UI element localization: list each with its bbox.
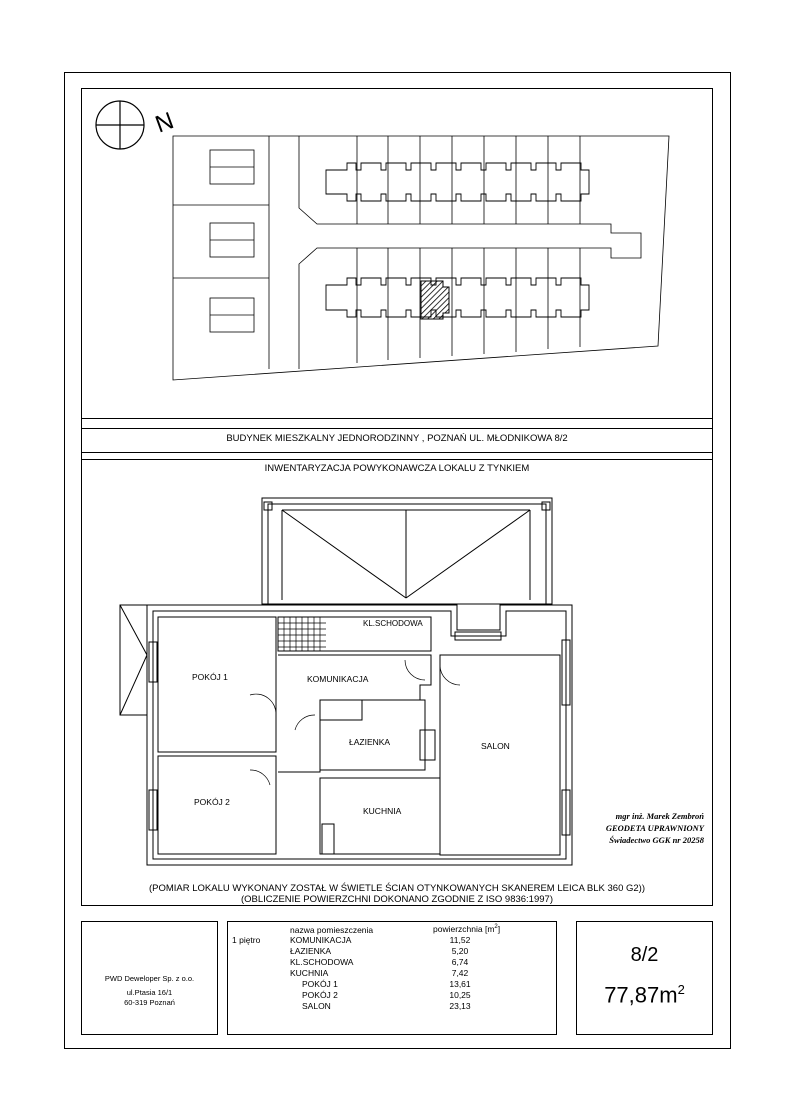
buildings-row-bottom — [326, 278, 589, 317]
table-row — [290, 946, 490, 957]
room-label-pokoj1: POKÓJ 1 — [192, 672, 228, 682]
north-label: N — [151, 107, 178, 139]
table-row — [290, 957, 490, 968]
col-header-area: powierzchnia $[m^2]$ — [433, 924, 501, 934]
developer-city: 60-319 Poznań — [124, 998, 175, 1007]
room-area: 10,25 — [449, 990, 471, 1000]
room-label-lazienka: ŁAZIENKA — [349, 737, 391, 747]
divider — [81, 459, 713, 460]
room-name: SALON — [302, 1001, 331, 1011]
room-label-kl-schodowa: KL.SCHODOWA — [363, 619, 423, 628]
page-subtitle: INWENTARYZACJA POWYKONAWCZA LOKALU Z TYNKIEM — [264, 463, 530, 474]
table-row — [290, 979, 490, 990]
highlighted-unit — [421, 281, 449, 319]
page-title: BUDYNEK MIESZKALNY JEDNORODZINNY , POZNAŃ UL. MŁODNIKOWA 8/2 — [226, 433, 568, 444]
balcony — [262, 498, 552, 604]
room-area: 23,13 — [449, 1001, 471, 1011]
room-name: POKÓJ 2 — [302, 990, 338, 1000]
table-row — [290, 1001, 490, 1012]
room-area: 13,61 — [449, 979, 471, 989]
table-row — [290, 990, 490, 1001]
divider — [81, 428, 713, 429]
room-name: KUCHNIA — [290, 968, 329, 978]
room-area: 5,20 — [451, 946, 469, 956]
room-label-kuchnia: KUCHNIA — [363, 806, 402, 816]
area-table-rows — [290, 935, 490, 1012]
developer-box — [81, 921, 218, 1035]
buildings-row-top — [326, 163, 589, 201]
room-area: 7,42 — [451, 968, 469, 978]
plot-outline — [173, 136, 669, 380]
floor-label: 1 piętro — [232, 935, 261, 945]
developer-name: PWD Deweloper Sp. z o.o. — [104, 974, 195, 983]
room-label-komunikacja: KOMUNIKACJA — [307, 674, 369, 684]
site-plan — [81, 88, 713, 418]
surveyor-cert: Świadectwo GGK nr 20258 — [609, 835, 704, 845]
surveyor-title: GEODETA UPRAWNIONY — [605, 823, 704, 833]
unit-box — [576, 921, 713, 1035]
measurement-note: (POMIAR LOKALU WYKONANY ZOSTAŁ W ŚWIETLE ŚCIAN OTYNKOWANYCH SKANEREM LEICA BLK 360 G2)) — [148, 883, 646, 894]
table-row — [290, 968, 490, 979]
table-row — [290, 935, 490, 946]
divider — [81, 418, 713, 419]
room-name: ŁAZIENKA — [290, 946, 332, 956]
room-name: KL.SCHODOWA — [290, 957, 354, 967]
compass-icon — [96, 101, 144, 149]
col-header-name: nazwa pomieszczenia — [290, 925, 374, 935]
room-area: 6,74 — [451, 957, 469, 967]
surveyor-name: mgr inż. Marek Zembroń — [615, 811, 704, 821]
unit-number: 8/2 — [630, 944, 659, 966]
room-label-pokoj2: POKÓJ 2 — [194, 797, 230, 807]
divider — [81, 452, 713, 453]
room-area: 11,52 — [449, 935, 471, 945]
developer-street: ul.Ptasia 16/1 — [126, 988, 173, 997]
area-table-box — [227, 921, 557, 1035]
unit-total-area: $77,87m^2$ — [604, 982, 685, 1008]
room-name: KOMUNIKACJA — [290, 935, 352, 945]
surveyor-signature — [560, 810, 704, 846]
room-name: POKÓJ 1 — [302, 979, 338, 989]
room-label-salon: SALON — [481, 741, 510, 751]
calculation-note: (OBLICZENIE POWIERZCHNI DOKONANO ZGODNIE Z ISO 9836:1997) — [241, 894, 553, 905]
